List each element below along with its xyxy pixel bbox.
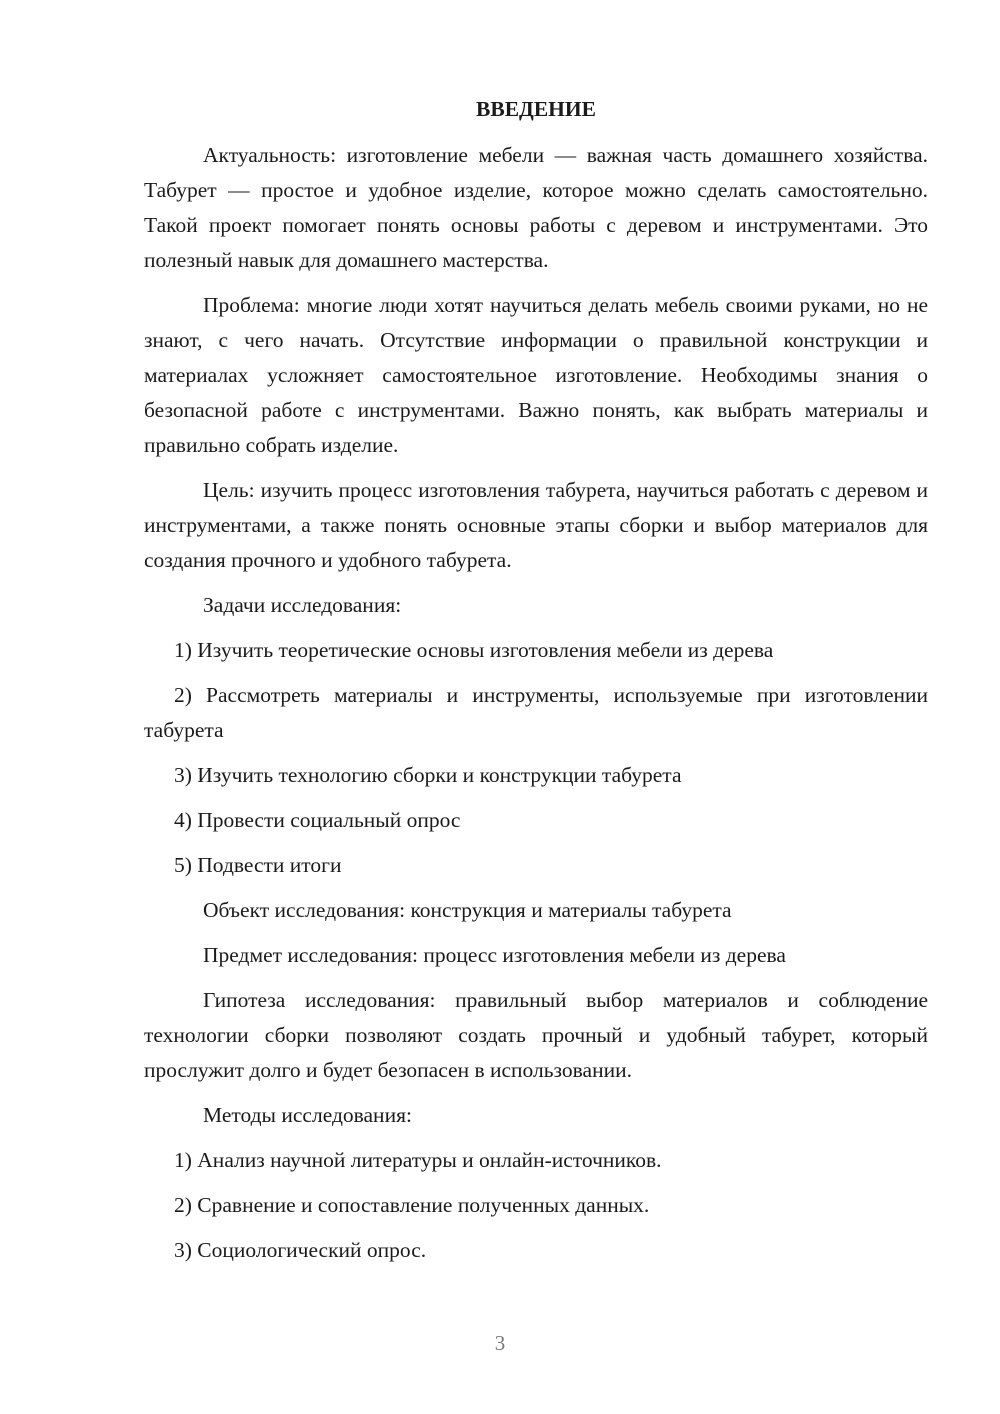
method-item-2: 2) Сравнение и сопоставление полученных данных.	[174, 1193, 650, 1217]
goal-paragraph: Цель: изучить процесс изготовления табурета, научиться работать с деревом и инструментами, а также понять основные этапы сборки и выбор материалов для создания прочного и удобного табурета.	[144, 478, 928, 572]
document-page	[144, 92, 928, 1278]
task-item-3: 3) Изучить технологию сборки и конструкции табурета	[174, 763, 682, 787]
subject-paragraph: Предмет исследования: процесс изготовления мебели из дерева	[203, 943, 786, 967]
task-item-4: 4) Провести социальный опрос	[174, 808, 461, 832]
methods-heading: Методы исследования:	[203, 1103, 412, 1127]
hypothesis-paragraph: Гипотеза исследования: правильный выбор материалов и соблюдение технологии сборки позволяют создать прочный и удобный табурет, который прослужит долго и будет безопасен в использовании.	[144, 988, 928, 1082]
problem-paragraph: Проблема: многие люди хотят научиться делать мебель своими руками, но не знают, с чего начать. Отсутствие информации о правильной конструкции и материалах усложняет самостоятельное изготовление. Необходимы знания о безопасной работе с инструментами. Важно понять, как выбрать материалы и правильно собрать изделие.	[144, 293, 928, 457]
method-item-1: 1) Анализ научной литературы и онлайн-источников.	[174, 1148, 662, 1172]
section-title: ВВЕДЕНИЕ	[476, 97, 596, 121]
task-item-2: 2) Рассмотреть материалы и инструменты, используемые при изготовлении табурета	[144, 683, 928, 742]
task-item-1: 1) Изучить теоретические основы изготовления мебели из дерева	[174, 638, 774, 662]
tasks-heading: Задачи исследования:	[203, 593, 402, 617]
page-number: 3	[494, 1331, 506, 1355]
task-item-5: 5) Подвести итоги	[174, 853, 342, 877]
method-item-3: 3) Социологический опрос.	[174, 1238, 427, 1262]
relevance-paragraph: Актуальность: изготовление мебели — важная часть домашнего хозяйства. Табурет — простое и удобное изделие, которое можно сделать самостоятельно. Такой проект помогает понять основы работы с деревом и инструментами. Это полезный навык для домашнего мастерства.	[144, 143, 928, 272]
object-paragraph: Объект исследования: конструкция и материалы табурета	[203, 898, 732, 922]
